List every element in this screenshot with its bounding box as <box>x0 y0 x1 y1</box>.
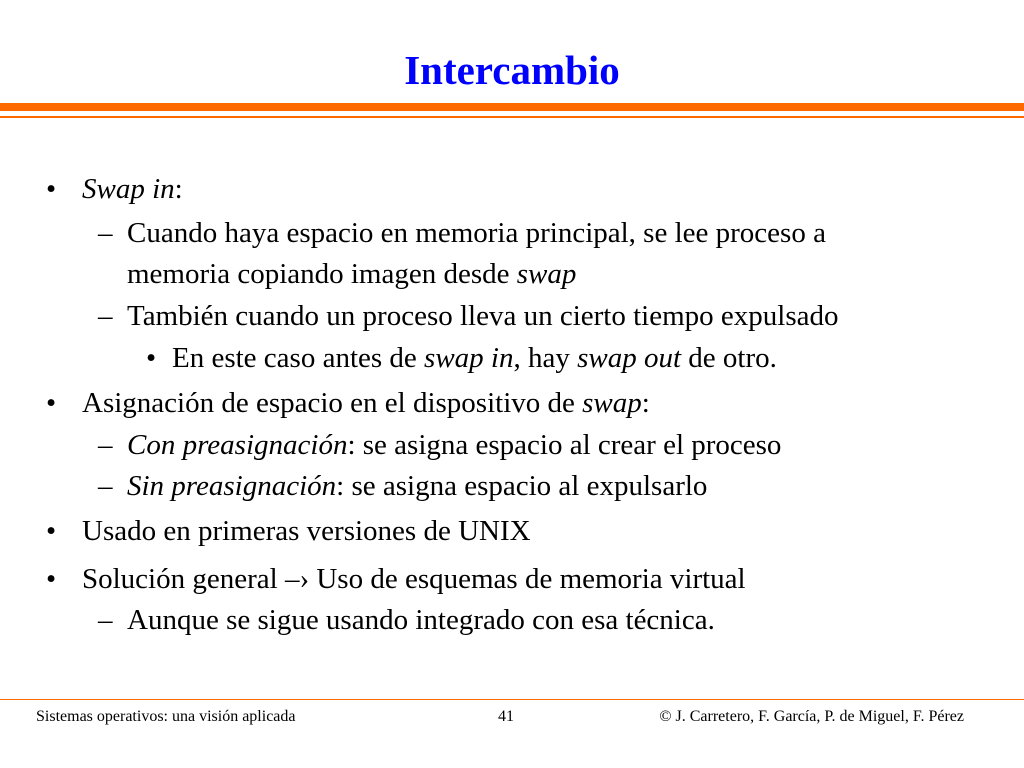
subitem-tambien: También cuando un proceso lleva un cierto tiempo expulsado <box>127 300 839 332</box>
footer-page-number: 41 <box>498 708 514 725</box>
dash-marker: – <box>98 217 113 249</box>
bullet-marker: • <box>46 387 57 419</box>
bullet-swap-in: Swap in: <box>82 173 183 205</box>
bullet-marker: • <box>46 515 57 547</box>
title-rule-thin <box>0 116 1024 118</box>
subitem-aunque: Aunque se sigue usando integrado con esa técnica. <box>127 604 715 636</box>
dash-marker: – <box>98 429 113 461</box>
subitem-cuando-line2: memoria copiando imagen desde swap <box>127 258 577 290</box>
bullet-solucion-general: Solución general –› Uso de esquemas de memoria virtual <box>82 563 746 595</box>
footer-book-title: Sistemas operativos: una visión aplicada <box>36 708 296 725</box>
slide-title: Intercambio <box>404 47 620 93</box>
bullet-marker: • <box>46 173 57 205</box>
bullet-asignacion: Asignación de espacio en el dispositivo de swap: <box>82 387 650 419</box>
bullet-usado-unix: Usado en primeras versiones de UNIX <box>82 515 531 547</box>
bullet-marker: • <box>46 563 57 595</box>
dash-marker: – <box>98 470 113 502</box>
title-rule-thick <box>0 103 1024 111</box>
subitem-con-preasignacion: Con preasignación: se asigna espacio al crear el proceso <box>127 429 782 461</box>
subitem-cuando-line1: Cuando haya espacio en memoria principal, se lee proceso a <box>127 217 826 249</box>
footer-authors: © J. Carretero, F. García, P. de Miguel, F. Pérez <box>659 708 964 725</box>
dash-marker: – <box>98 604 113 636</box>
footer-rule <box>0 699 1024 700</box>
subsubitem-en-este-caso: En este caso antes de swap in, hay swap out de otro. <box>172 342 777 374</box>
bullet-marker: • <box>146 342 157 374</box>
subitem-sin-preasignacion: Sin preasignación: se asigna espacio al expulsarlo <box>127 470 708 502</box>
dash-marker: – <box>98 300 113 332</box>
